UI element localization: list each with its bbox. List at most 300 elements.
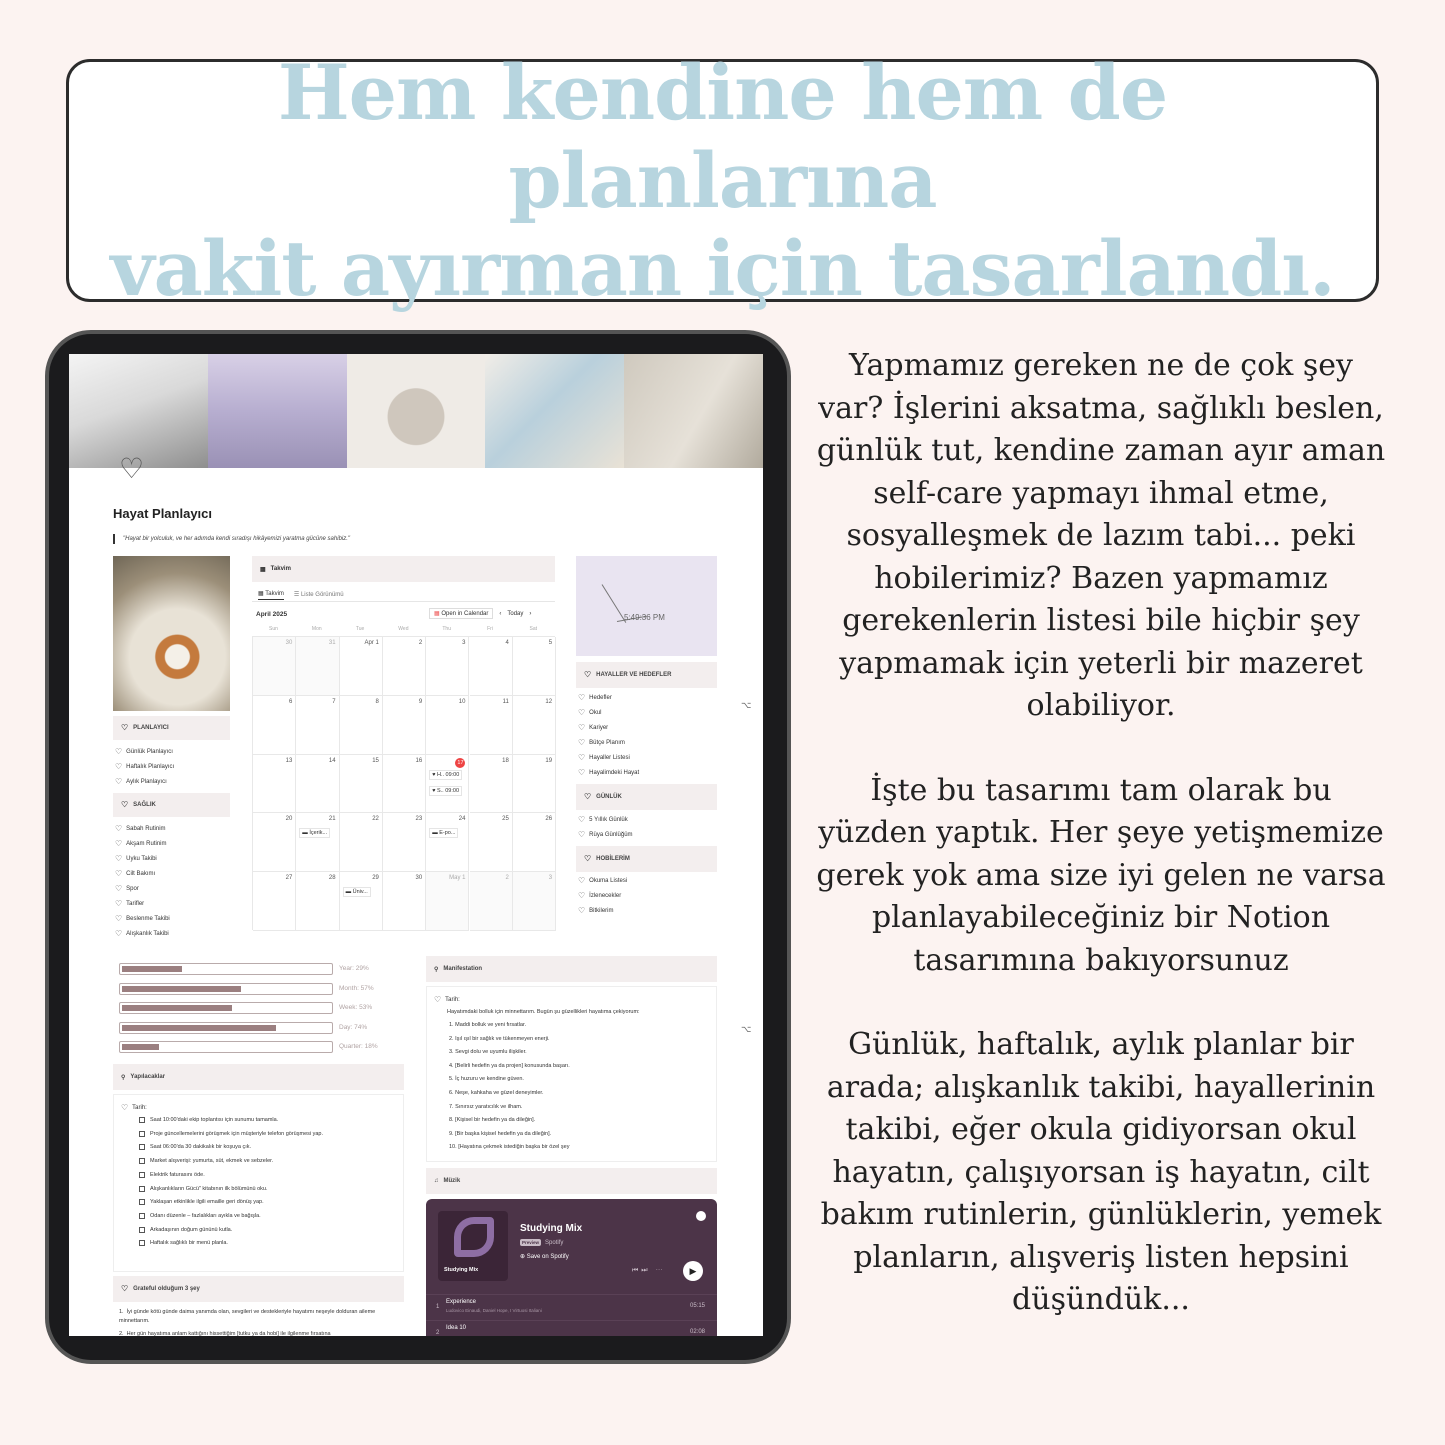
checkbox[interactable] [139, 1158, 145, 1164]
calendar-day-cell[interactable] [470, 696, 513, 755]
day-number: 2 [418, 640, 423, 646]
day-number: 17 [457, 759, 464, 766]
track-time: 05:15 [689, 1303, 705, 1309]
day-number: 27 [285, 875, 293, 882]
weekday-label: Mon [311, 626, 322, 632]
progress-fill [122, 1025, 276, 1031]
calendar-day-cell[interactable] [296, 696, 339, 755]
cover-photo-cup [347, 354, 486, 468]
manifest-text: Sınırsız yaratıcılık ve ilham. [455, 1103, 523, 1110]
sidebar-item-label: Okul [589, 710, 602, 716]
todo-text: Market alışverişi: yumurta, süt, ekmek ve sebzeler. [150, 1158, 274, 1165]
sidebar-item-label: Spor [126, 886, 139, 892]
day-number: 24 [458, 816, 466, 823]
heart-icon: ♡ [121, 800, 129, 809]
headline-line-1: Hem kendine hem de planlarına [277, 47, 1168, 225]
weekday-label: Thu [442, 626, 451, 632]
calendar-day-cell[interactable] [513, 637, 556, 696]
manifest-text: Işıl ışıl bir sağlık ve tükenmeyen enerji. [455, 1035, 550, 1042]
calendar-event[interactable]: ♥ H.. 09:00 [429, 770, 462, 780]
sidebar-item-label: Sabah Rutinim [126, 826, 166, 832]
calendar-day-cell[interactable] [470, 637, 513, 696]
headline-line-2: vakit ayırman için tasarlandı. [110, 223, 1335, 313]
calendar-month: April 2025 [256, 611, 288, 618]
calendar-event[interactable]: ♥ S.. 09:00 [429, 786, 462, 796]
heart-icon: ♡ [121, 1103, 129, 1112]
todo-item[interactable] [139, 1196, 264, 1208]
section-yapilacaklar [113, 1064, 404, 1090]
calendar-day-cell[interactable] [383, 872, 426, 931]
sidebar-item-label: Hedefler [589, 695, 612, 701]
tab-takvim[interactable] [258, 590, 284, 600]
todo-text: Odanı düzenle – fazlalıkları ayıkla ve bağışla. [150, 1212, 261, 1219]
headline [69, 49, 1376, 313]
todo-text: Saat 10:00'daki ekip toplantısı için sunumu tamamla. [150, 1117, 279, 1123]
calendar-day-cell[interactable] [253, 755, 296, 814]
todo-item[interactable] [139, 1155, 273, 1167]
sidebar-item-izlenecekler[interactable] [578, 890, 621, 902]
heart-icon: ♡ [584, 670, 592, 679]
today-button[interactable]: Today [507, 610, 524, 617]
sidebar-item-beslenme-takibi[interactable] [115, 913, 170, 925]
calendar-day-cell[interactable] [296, 755, 339, 814]
sidebar-item-label: Uyku Takibi [126, 856, 157, 862]
heart-icon: ♡ [115, 854, 123, 863]
section-hayaller-hedefler [576, 662, 717, 688]
sidebar-item-ruya-gunlugum[interactable] [578, 829, 633, 841]
checkbox[interactable] [139, 1240, 145, 1246]
spotify-embed[interactable] [426, 1199, 717, 1336]
manifest-intro: Hayatımdaki bolluk için minnettarım. Bugün şu güzellikleri hayatıma çekiyorum: [447, 1009, 640, 1015]
section-gunluk [576, 784, 717, 810]
calendar-day-cell[interactable] [340, 637, 383, 696]
open-in-calendar-button[interactable] [429, 608, 493, 619]
track-time: 02:08 [689, 1329, 705, 1335]
section-saglik [113, 793, 230, 817]
progress-label: Week: 53% [339, 1004, 373, 1011]
todo-item[interactable] [139, 1183, 268, 1195]
cover-banner [69, 354, 763, 468]
manifest-text: İç huzuru ve kendine güven. [455, 1076, 524, 1083]
heart-icon[interactable]: ♡ [119, 453, 145, 484]
day-number: 28 [328, 875, 336, 882]
progress-bar [119, 983, 333, 995]
day-number: May 1 [449, 875, 466, 882]
day-number: 6 [288, 698, 293, 705]
manifest-number: 2. [449, 1035, 456, 1042]
section-title: Grateful olduğum 3 şey [133, 1286, 200, 1292]
section-title: HOBİLERİM [596, 856, 630, 862]
clock-widget [576, 556, 717, 656]
notion-page [69, 354, 763, 1336]
sidebar-item-okul[interactable] [578, 707, 602, 719]
section-title: PLANLAYICI [133, 725, 169, 731]
sidebar-item-uyku-takibi[interactable] [115, 853, 157, 865]
checkbox[interactable] [139, 1172, 145, 1178]
weekday-label: Tue [355, 626, 365, 632]
todo-item[interactable] [139, 1210, 261, 1222]
sidebar-item-label: Akşam Rutinim [126, 841, 167, 847]
day-number: 14 [328, 757, 336, 764]
grateful-item-2: 2. Her gün hayatıma anlam kattığını hissettiğim [tutku ya da hobi] ile ilgilenme fırsatına [119, 1331, 331, 1336]
heart-icon: ♡ [115, 884, 123, 893]
sidebar-item-hedefler[interactable] [578, 692, 612, 704]
playlist-title[interactable]: Studying Mix [520, 1223, 583, 1234]
heart-icon: ♡ [578, 815, 586, 824]
calendar-day-cell[interactable] [296, 813, 339, 872]
day-number: 3 [548, 875, 553, 882]
list-icon: ☰ [293, 592, 301, 598]
sidebar-item-butce-planim[interactable] [578, 737, 625, 749]
section-grateful [113, 1276, 404, 1302]
music-icon: ♫ [434, 1178, 439, 1184]
calendar-event[interactable]: ▬ İçerik... [299, 828, 330, 838]
manifest-item [449, 1131, 551, 1143]
sidebar-item-label: İzlenecekler [589, 893, 622, 899]
calendar-grid [252, 636, 555, 930]
skip-controls-icon[interactable]: ⏮⏭ ⋯ [632, 1267, 666, 1274]
sidebar-item-okuma-listesi[interactable] [578, 875, 627, 887]
heart-icon: ♡ [115, 762, 123, 771]
side-text-p2: İşte bu tasarımı tam olarak bu yüzden yaptık. Her şeye yetişmemize gerek yok ama size iyi gelen ne varsa planlayabileceğiniz bir Notion tasarımına bakıyorsunuz [816, 772, 1386, 978]
calendar-day-cell[interactable] [513, 755, 556, 814]
sidebar-item-bitkilerim[interactable] [578, 905, 614, 917]
progress-bar [119, 963, 333, 975]
sidebar-item-tarifler[interactable] [115, 898, 144, 910]
manifest-item [449, 1117, 535, 1129]
calendar-day-cell[interactable] [513, 872, 556, 931]
sidebar-item-label: Alışkanlık Takibi [126, 931, 169, 937]
calendar-day-cell[interactable] [383, 696, 426, 755]
todo-item[interactable] [139, 1224, 232, 1236]
day-number: 10 [458, 698, 466, 705]
manifest-date-label: Tarih: [445, 997, 460, 1003]
day-number: 16 [415, 757, 423, 764]
heart-icon: ♡ [578, 768, 586, 777]
day-number: 9 [418, 698, 423, 705]
manifest-item [449, 1036, 550, 1048]
section-title: GÜNLÜK [596, 794, 622, 800]
checkbox[interactable] [139, 1213, 145, 1219]
heart-icon: ♡ [584, 854, 592, 863]
section-hobilerim [576, 846, 717, 872]
heart-icon: ♡ [578, 693, 586, 702]
calendar-day-cell[interactable] [426, 696, 469, 755]
clock-time: 5:49:36 PM [624, 613, 665, 622]
progress-fill [122, 1044, 159, 1050]
headline-box [66, 47, 1379, 313]
pin-icon[interactable]: ⌥ [741, 1024, 752, 1034]
heart-icon: ♡ [578, 906, 586, 915]
playlist-subtitle [520, 1239, 563, 1246]
calendar-event[interactable]: ▬ Üniv... [343, 887, 371, 897]
day-number: 25 [502, 816, 509, 823]
calendar-day-cell[interactable] [513, 696, 556, 755]
calendar-day-cell[interactable] [340, 696, 383, 755]
page-quote: "Hayat bir yolculuk, ve her adımda kendi sıradışı hikâyemizi yaratma gücüne sahibiz." [113, 534, 350, 544]
day-number: 21 [328, 816, 336, 823]
sidebar-item-label: 5 Yıllık Günlük [589, 817, 628, 823]
day-number: 3 [462, 640, 466, 646]
manifest-date [434, 994, 460, 1006]
manifest-item [449, 1049, 527, 1061]
manifest-number: 4. [449, 1062, 456, 1069]
sidebar-item-aylik-planlayici[interactable] [115, 776, 167, 788]
todo-item[interactable] [139, 1141, 251, 1153]
side-text [812, 345, 1390, 1364]
todo-text: Elektrik faturasını öde. [150, 1171, 205, 1178]
section-title: Manifestation [443, 966, 483, 972]
day-number: 12 [545, 698, 553, 705]
section-title: Müzik [443, 1178, 461, 1184]
calendar-day-cell[interactable] [253, 637, 296, 696]
tablet-frame [45, 330, 791, 1364]
section-muzik [426, 1168, 717, 1194]
sidebar-item-label: Hayalimdeki Hayat [589, 770, 640, 776]
sidebar-item-label: Bitkilerim [589, 908, 614, 914]
calendar-day-cell[interactable] [340, 813, 383, 872]
sidebar-item-cilt-bakimi[interactable] [115, 868, 155, 880]
preview-badge: Preview [522, 1240, 540, 1245]
calendar-day-cell[interactable] [513, 813, 556, 872]
todo-text: Saat 06:00'da 30 dakikalık bir koşuya çık. [150, 1144, 252, 1151]
day-number: 7 [332, 698, 336, 705]
progress-label: Year: 29% [339, 965, 369, 972]
calendar-title: Takvim [270, 566, 291, 572]
cover-art-shape [454, 1217, 494, 1257]
sidebar-item-sabah-rutinim[interactable] [115, 823, 166, 835]
sidebar-item-hayalimdeki-hayat[interactable] [578, 767, 639, 779]
manifest-item [449, 1022, 526, 1034]
progress-bar [119, 1041, 333, 1053]
cover-photo-bed [208, 354, 347, 468]
checkbox[interactable] [139, 1186, 145, 1192]
manifest-number: 1. [449, 1022, 456, 1028]
save-on-spotify-button[interactable]: ⊕ Save on Spotify [520, 1254, 569, 1260]
heart-icon: ♡ [115, 869, 123, 878]
heart-icon: ♡ [578, 738, 586, 747]
sidebar-item-label: Kariyer [589, 725, 609, 731]
calendar-icon: ▦ [434, 611, 442, 617]
heart-icon: ♡ [115, 824, 123, 833]
day-number: 23 [415, 816, 423, 823]
manifest-text: [Kişisel bir hedefin ya da dileğin]. [455, 1117, 536, 1124]
section-title: HAYALLER VE HEDEFLER [596, 672, 672, 678]
progress-bar [119, 1002, 333, 1014]
track-artist: Ludovico Einaudi, Daniel Hope, I Virtuosi Italiani [446, 1308, 542, 1313]
manifest-number: 8. [449, 1117, 456, 1124]
section-title: SAĞLIK [133, 802, 156, 808]
side-text-p3: Günlük, haftalık, aylık planlar bir arada; alışkanlık takibi, hayallerinin takibi, eğer okula gidiyorsan okul hayatın, çalışıyorsan iş hayatın, cilt bakım rutinlerin, günlüklerin, yemek planların, alışveriş listen hepsini düşündük... [820, 1027, 1382, 1317]
sidebar-item-label: Haftalık Planlayıcı [126, 764, 175, 770]
calendar-day-cell[interactable] [340, 872, 383, 931]
todo-text: Yaklaşan etkinlikle ilgili emaille geri dönüş yap. [150, 1199, 264, 1206]
manifest-number: 6. [449, 1090, 456, 1096]
day-number: 26 [545, 816, 553, 823]
calendar-tabs [252, 588, 555, 602]
sidebar-item-spor[interactable] [115, 883, 139, 895]
todo-date [121, 1102, 147, 1114]
calendar-day-cell[interactable] [296, 872, 339, 931]
manifest-number: 10. [449, 1144, 459, 1151]
day-number: 2 [505, 875, 509, 882]
manifest-item [449, 1144, 569, 1156]
day-number: 29 [372, 875, 379, 882]
calendar-day-cell[interactable] [296, 637, 339, 696]
section-manifestation [426, 956, 717, 982]
side-text-p1: Yapmamız gereken ne de çok şey var? İşlerini aksatma, sağlıklı beslen, günlük tut, kendine zaman ayır aman self-care yapmayı ihmal etme, sosyalleşmek de lazım tabi... peki hobilerimiz? Bazen yapmamız gerekenlerin listesi bile hiçbir şey yapmamak için yeterli bir mazeret olabiliyor. [816, 348, 1386, 723]
sidebar-item-aksam-rutinim[interactable] [115, 838, 167, 850]
progress-label: Month: 57% [339, 984, 374, 992]
page-title: Hayat Planlayıcı [113, 506, 212, 521]
todo-item[interactable] [139, 1114, 278, 1126]
sidebar-item-label: Tarifler [126, 901, 145, 907]
sidebar-item-label: Okuma Listesi [589, 878, 628, 884]
checkbox[interactable] [139, 1117, 145, 1123]
progress-fill [122, 1005, 232, 1011]
day-number: 4 [505, 640, 509, 646]
sidebar-item-kariyer[interactable] [578, 722, 608, 734]
sidebar-item-label: Bütçe Planım [589, 740, 625, 746]
progress-fill [122, 986, 241, 992]
prev-month-icon[interactable]: ‹ [499, 610, 502, 617]
play-button[interactable]: ▶ [683, 1261, 703, 1281]
todo-item[interactable] [139, 1169, 205, 1181]
heart-icon: ♡ [115, 929, 123, 938]
calendar-day-cell[interactable] [253, 872, 296, 931]
checkbox[interactable] [139, 1227, 145, 1233]
manifest-text: [Bir başka kişisel hedefin ya da dileğin]. [455, 1130, 552, 1137]
calendar-day-cell[interactable] [470, 755, 513, 814]
sidebar-item-aliskanlik-takibi[interactable] [115, 928, 169, 940]
track-name: Idea 10 [446, 1325, 467, 1331]
sidebar-item-5-yillik-gunluk[interactable] [578, 814, 628, 826]
heart-icon: ♡ [115, 839, 123, 848]
section-title: Yapılacaklar [130, 1074, 166, 1080]
manifest-number: 5. [449, 1076, 456, 1083]
heart-icon: ♡ [578, 753, 586, 762]
day-number: 18 [502, 757, 509, 764]
heart-icon: ♡ [584, 792, 592, 801]
todo-item[interactable] [139, 1237, 228, 1249]
day-number: 31 [328, 640, 336, 646]
manifest-item [449, 1090, 543, 1102]
next-month-icon[interactable]: › [529, 610, 532, 617]
pin-icon: ⚲ [121, 1074, 126, 1081]
spotify-logo-icon[interactable] [696, 1211, 706, 1221]
progress-fill [122, 966, 182, 972]
manifest-number: 3. [449, 1049, 456, 1056]
manifest-text: Maddi bolluk ve yeni fırsatlar. [455, 1022, 527, 1028]
heart-icon: ♡ [578, 876, 586, 885]
track-number: 2 [436, 1330, 440, 1336]
calendar-event[interactable]: ▬ E-po... [429, 828, 458, 838]
heart-icon: ♡ [578, 830, 586, 839]
weekday-label: Fri [487, 626, 493, 632]
track-number: 1 [436, 1304, 440, 1310]
calendar-day-cell[interactable] [253, 696, 296, 755]
manifest-text: [Hayatına çekmek istediğin başka bir özel şey [458, 1144, 570, 1151]
track-row[interactable] [426, 1294, 717, 1320]
checkbox[interactable] [139, 1199, 145, 1205]
todo-item[interactable] [139, 1128, 323, 1140]
heart-icon: ♡ [115, 747, 123, 756]
day-number: 8 [375, 698, 379, 705]
calendar-day-cell[interactable] [383, 637, 426, 696]
day-number: 13 [285, 757, 293, 764]
progress-bar [119, 1022, 333, 1034]
day-number: 20 [285, 816, 293, 823]
todo-date-label: Tarih: [132, 1105, 147, 1111]
sidebar-item-label: Beslenme Takibi [126, 916, 170, 922]
weekday-label: Sat [529, 626, 538, 632]
sidebar-item-label: Aylık Planlayıcı [126, 779, 167, 785]
calendar-header [252, 556, 555, 582]
calendar-day-cell[interactable] [383, 813, 426, 872]
tab-liste-gorunumu[interactable] [294, 591, 344, 598]
cover-title: Studying Mix [444, 1267, 479, 1273]
calendar-day-cell[interactable] [470, 872, 513, 931]
heart-icon: ♡ [121, 1284, 129, 1293]
day-number: 30 [285, 640, 293, 646]
calendar-day-cell[interactable] [426, 755, 469, 814]
day-number: 30 [415, 875, 423, 882]
calendar-icon: ▦ [260, 566, 266, 573]
heart-icon: ♡ [115, 777, 123, 786]
calendar-day-cell[interactable] [426, 813, 469, 872]
sidebar-item-gunluk-planlayici[interactable] [115, 746, 173, 758]
grateful-text: Her gün hayatıma anlam kattığını hissettiğim [tutku ya da hobi] ile ilgilenme fırsatına [126, 1331, 331, 1336]
checkbox[interactable] [139, 1144, 145, 1150]
open-in-calendar-label: Open in Calendar [441, 611, 489, 617]
heart-icon: ♡ [578, 708, 586, 717]
checkbox[interactable] [139, 1131, 145, 1137]
sidebar-item-label: Hayaller Listesi [589, 755, 630, 761]
progress-label: Quarter: 18% [339, 1043, 378, 1050]
cover-photo-shadow [624, 354, 763, 468]
calendar-day-cell[interactable] [383, 755, 426, 814]
section-planlayici [113, 716, 230, 740]
sidebar-item-label: Günlük Planlayıcı [126, 749, 173, 755]
pin-icon: ⚲ [434, 966, 439, 973]
calendar-controls [429, 608, 531, 619]
todo-text: Proje güncellemelerini görüşmek için müşteriyle telefon görüşmesi yap. [150, 1130, 324, 1137]
pin-icon[interactable]: ⌥ [741, 700, 752, 710]
sidebar-item-haftalik-planlayici[interactable] [115, 761, 174, 773]
heart-icon: ♡ [115, 899, 123, 908]
track-row[interactable] [426, 1320, 717, 1336]
todo-text: Alışkanlıkların Gücü" kitabının ilk bölümünü oku. [150, 1185, 268, 1192]
calendar-day-cell[interactable] [253, 813, 296, 872]
day-number: 11 [502, 698, 509, 705]
calendar-day-cell[interactable] [340, 755, 383, 814]
track-name: Experience [446, 1299, 477, 1305]
day-number: 19 [545, 757, 553, 764]
calendar-day-cell[interactable] [426, 872, 469, 931]
grateful-item-1: 1. İyi günde kötü günde daima yanımda olan, sevgileri ve destekleriyle hayatımı neşeyle dolduran aileme minnettarım. [119, 1309, 376, 1324]
cover-photo-flowers [69, 354, 208, 468]
manifest-number: 7. [449, 1103, 456, 1110]
manifest-number: 9. [449, 1130, 456, 1137]
calendar-icon: ▦ [258, 590, 266, 597]
heart-icon: ♡ [578, 891, 586, 900]
manifest-item [449, 1104, 522, 1116]
playlist-cover [438, 1211, 508, 1281]
sidebar-item-hayaller-listesi[interactable] [578, 752, 630, 764]
sidebar-photo [113, 556, 230, 711]
calendar-day-cell[interactable] [426, 637, 469, 696]
calendar-day-cell[interactable] [470, 813, 513, 872]
